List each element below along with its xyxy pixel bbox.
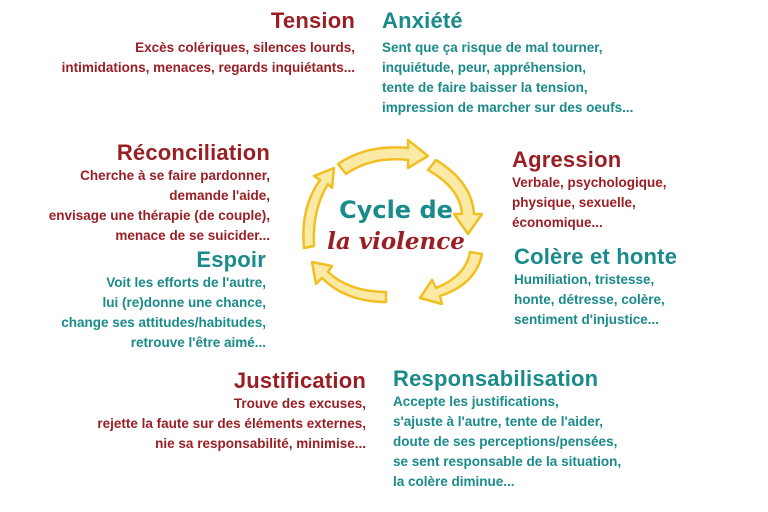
stage-tension xyxy=(62,8,355,78)
description-line: la colère diminue... xyxy=(393,474,515,489)
description-line: demande l'aide, xyxy=(169,188,270,203)
stage-title: Anxiété xyxy=(382,8,463,33)
stage-title: Justification xyxy=(233,368,366,393)
stage-description xyxy=(393,392,621,492)
description-line: Sent que ça risque de mal tourner, xyxy=(382,40,603,55)
stage-title: Espoir xyxy=(196,247,266,272)
cycle-subtitle: la violence xyxy=(327,228,465,255)
stage-colere-honte xyxy=(514,244,677,330)
stage-description xyxy=(61,273,266,353)
stage-description xyxy=(49,166,270,246)
stage-title: Agression xyxy=(512,147,622,172)
stage-description xyxy=(62,38,355,78)
stage-title: Réconciliation xyxy=(116,140,270,165)
curved-arrow-icon xyxy=(420,252,482,304)
description-line: inquiétude, peur, appréhension, xyxy=(382,60,587,75)
description-line: rejette la faute sur des éléments externes, xyxy=(97,416,366,431)
stage-anxiete xyxy=(382,8,633,118)
stage-title: Responsabilisation xyxy=(393,366,599,391)
stage-espoir xyxy=(61,247,266,353)
description-line: change ses attitudes/habitudes, xyxy=(61,315,266,330)
description-line: Voit les efforts de l'autre, xyxy=(106,275,266,290)
description-line: honte, détresse, colère, xyxy=(514,292,665,307)
description-line: Excès colériques, silences lourds, xyxy=(135,40,355,55)
curved-arrow-icon xyxy=(312,262,386,302)
description-line: sentiment d'injustice... xyxy=(514,312,659,327)
stage-description xyxy=(382,38,633,118)
description-line: tente de faire baisser la tension, xyxy=(382,80,588,95)
stage-description xyxy=(512,173,667,233)
description-line: physique, sexuelle, xyxy=(512,195,636,210)
description-line: Trouve des excuses, xyxy=(233,396,366,411)
description-line: Humiliation, tristesse, xyxy=(514,272,655,287)
description-line: se sent responsable de la situation, xyxy=(393,454,622,469)
stage-agression xyxy=(512,147,667,233)
description-line: menace de se suicider... xyxy=(115,228,270,243)
curved-arrow-icon xyxy=(338,140,428,174)
description-line: nie sa responsabilité, minimise... xyxy=(155,436,366,451)
stage-reconciliation xyxy=(49,140,270,246)
stage-justification xyxy=(97,368,366,454)
stage-title: Tension xyxy=(270,8,355,33)
description-line: lui (re)donne une chance, xyxy=(102,295,266,310)
description-line: Accepte les justifications, xyxy=(393,394,559,409)
description-line: envisage une thérapie (de couple), xyxy=(48,208,270,223)
description-line: Verbale, psychologique, xyxy=(512,175,667,190)
description-line: Cherche à se faire pardonner, xyxy=(80,168,270,183)
description-line: impression de marcher sur des oeufs... xyxy=(382,100,634,115)
stage-description xyxy=(514,270,677,330)
stage-description xyxy=(97,394,366,454)
description-line: retrouve l'être aimé... xyxy=(130,335,266,350)
description-line: doute de ses perceptions/pensées, xyxy=(393,434,618,449)
description-line: s'ajuste à l'autre, tente de l'aider, xyxy=(393,414,603,429)
cycle-title: Cycle de xyxy=(339,196,453,224)
stage-title: Colère et honte xyxy=(514,244,678,269)
description-line: économique... xyxy=(512,215,603,230)
stage-responsabilisation xyxy=(393,366,621,492)
description-line: intimidations, menaces, regards inquiétants... xyxy=(61,60,355,75)
